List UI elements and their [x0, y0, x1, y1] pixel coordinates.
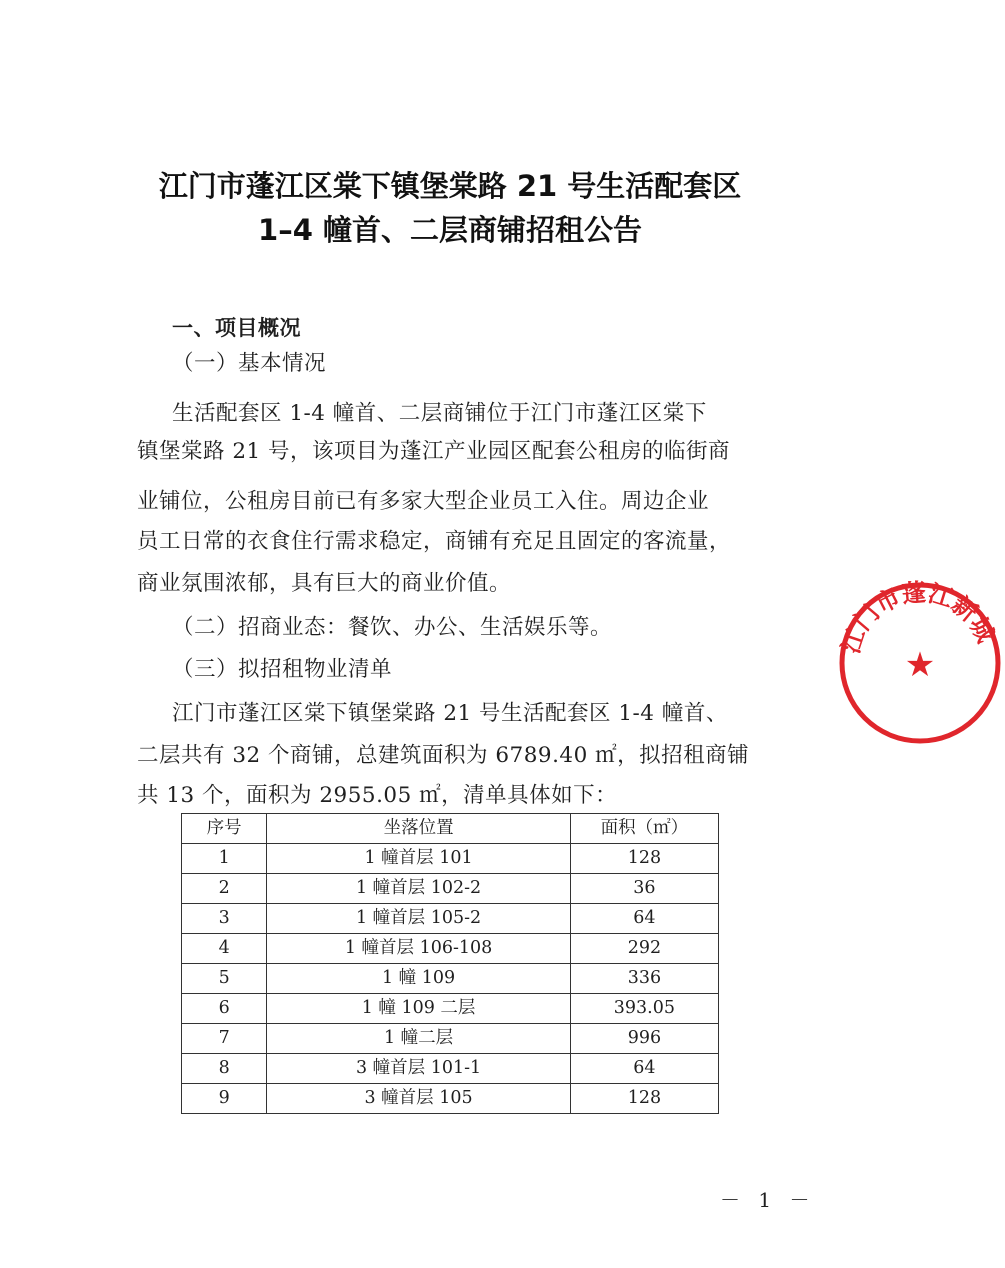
- document-title-line-1: 江门市蓬江区棠下镇堡棠路 21 号生活配套区: [158, 169, 742, 203]
- cell-area: 292: [570, 934, 718, 964]
- cell-location: 1 幢 109 二层: [267, 994, 570, 1024]
- cell-index: 9: [182, 1084, 267, 1114]
- table-row: [182, 874, 719, 904]
- cell-location: 3 幢首层 101-1: [267, 1054, 570, 1084]
- cell-area: 36: [570, 874, 718, 904]
- cell-location: 1 幢二层: [267, 1024, 570, 1054]
- paragraph-line: 二层共有 32 个商铺，总建筑面积为 6789.40 ㎡，拟招租商铺: [137, 743, 750, 768]
- paragraph-line: 生活配套区 1-4 幢首、二层商铺位于江门市蓬江区棠下: [172, 401, 707, 426]
- table-row: [182, 1024, 719, 1054]
- cell-area: 64: [570, 904, 718, 934]
- paragraph-line: 业铺位，公租房目前已有多家大型企业员工入住。周边企业: [137, 489, 710, 514]
- paragraph-line: 共 13 个，面积为 2955.05 ㎡，清单具体如下：: [137, 783, 618, 808]
- official-seal: [835, 578, 1005, 748]
- paragraph-line: 江门市蓬江区棠下镇堡棠路 21 号生活配套区 1-4 幢首、: [172, 701, 728, 726]
- document-title-line-2: 1–4 幢首、二层商铺招租公告: [258, 213, 642, 247]
- table-row: [182, 1084, 719, 1114]
- cell-area: 128: [570, 1084, 718, 1114]
- paragraph-line: 镇堡棠路 21 号，该项目为蓬江产业园区配套公租房的临街商: [137, 439, 731, 464]
- column-header-index: 序号: [182, 814, 267, 844]
- table-row: [182, 994, 719, 1024]
- page-number: － 1 －: [720, 1188, 816, 1212]
- property-list-table: [181, 813, 719, 1114]
- cell-location: 3 幢首层 105: [267, 1084, 570, 1114]
- paragraph-line: 员工日常的衣食住行需求稳定，商铺有充足且固定的客流量，: [137, 529, 732, 554]
- table-row: [182, 934, 719, 964]
- table-row: [182, 844, 719, 874]
- cell-location: 1 幢首层 106-108: [267, 934, 570, 964]
- cell-location: 1 幢首层 101: [267, 844, 570, 874]
- table-row: [182, 1054, 719, 1084]
- table-row: [182, 964, 719, 994]
- cell-index: 1: [182, 844, 267, 874]
- cell-index: 2: [182, 874, 267, 904]
- seal-text: 江门市蓬江新城: [835, 578, 1001, 657]
- cell-index: 4: [182, 934, 267, 964]
- cell-index: 3: [182, 904, 267, 934]
- cell-index: 8: [182, 1054, 267, 1084]
- cell-area: 996: [570, 1024, 718, 1054]
- paragraph-line: 商业氛围浓郁，具有巨大的商业价值。: [137, 571, 512, 596]
- table-header-row: [182, 814, 719, 844]
- cell-area: 128: [570, 844, 718, 874]
- cell-location: 1 幢首层 102-2: [267, 874, 570, 904]
- cell-index: 5: [182, 964, 267, 994]
- subheading-property-list: （三）拟招租物业清单: [172, 657, 393, 682]
- column-header-area: 面积（㎡）: [570, 814, 718, 844]
- cell-index: 7: [182, 1024, 267, 1054]
- table-row: [182, 904, 719, 934]
- subheading-business-type: （二）招商业态：餐饮、办公、生活娱乐等。: [172, 615, 613, 640]
- seal-star-icon: ★: [904, 645, 936, 685]
- cell-area: 336: [570, 964, 718, 994]
- cell-location: 1 幢 109: [267, 964, 570, 994]
- cell-area: 64: [570, 1054, 718, 1084]
- subheading-basic-info: （一）基本情况: [172, 351, 327, 376]
- cell-index: 6: [182, 994, 267, 1024]
- cell-area: 393.05: [570, 994, 718, 1024]
- section-heading-overview: 一、项目概况: [172, 316, 301, 340]
- column-header-location: 坐落位置: [267, 814, 570, 844]
- cell-location: 1 幢首层 105-2: [267, 904, 570, 934]
